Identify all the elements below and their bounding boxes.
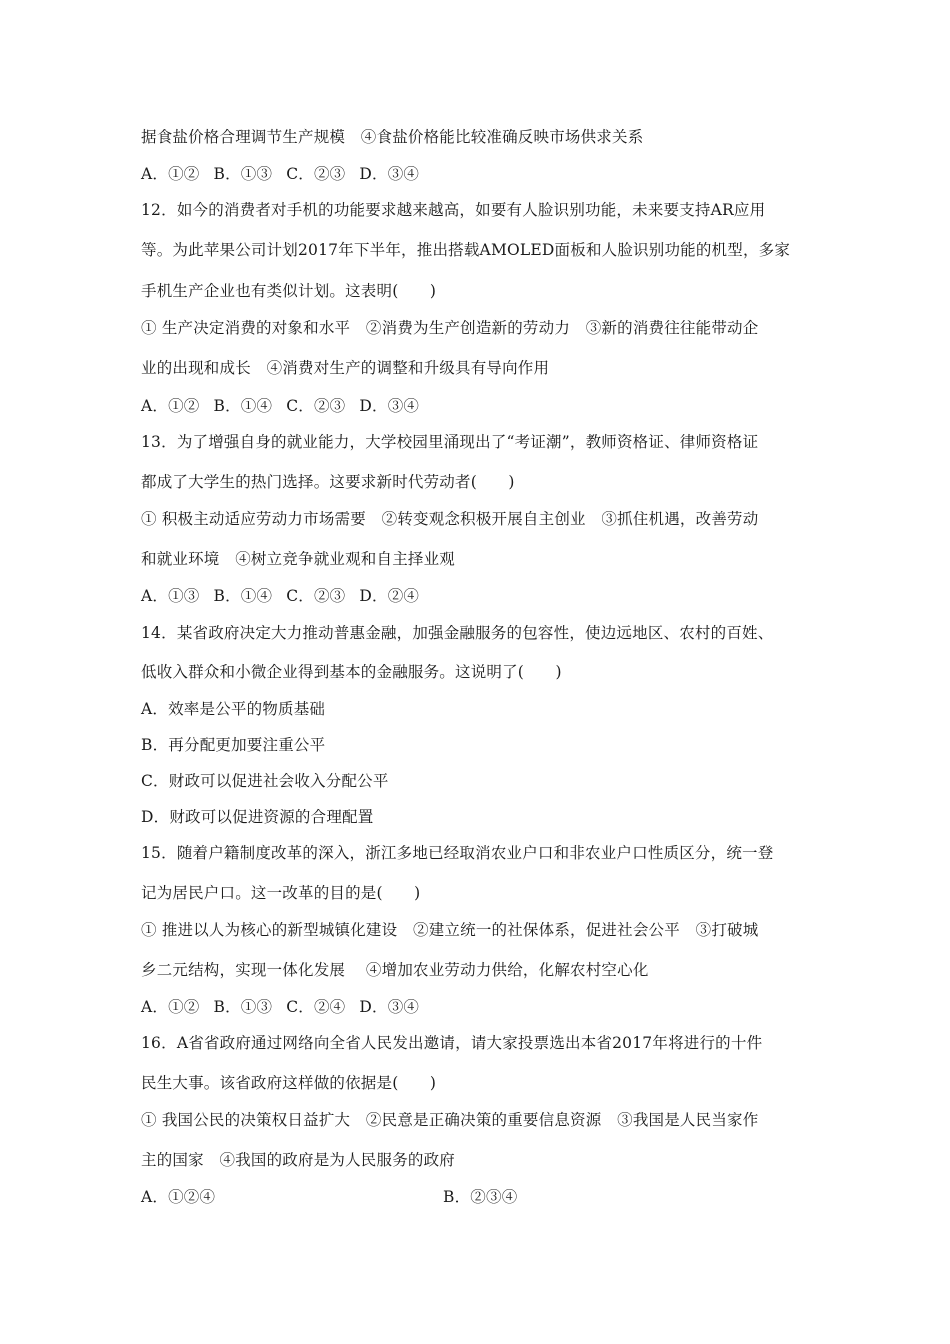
q13-option-a: A．①③ (141, 587, 200, 605)
q16-choice-line-1: ① 我国公民的决策权日益扩大 ②民意是正确决策的重要信息资源 ③我国是人民当家作 (141, 1111, 759, 1129)
q15-option-c: C．②④ (286, 998, 346, 1016)
q16-option-b: B．②③④ (443, 1188, 518, 1206)
q15-choice-line-2: 乡二元结构，实现一体化发展 ④增加农业劳动力供给，化解农村空心化 (141, 961, 649, 979)
q11-choice-text: 据食盐价格合理调节生产规模 ④食盐价格能比较准确反映市场供求关系 (141, 128, 644, 146)
q15-option-b: B．①③ (213, 998, 273, 1016)
q11-option-a: A．①② (141, 165, 200, 183)
q13-option-d: D．②④ (359, 587, 420, 605)
q12-option-d: D．③④ (359, 397, 420, 415)
q12-stem-line-2: 等。为此苹果公司计划2017年下半年，推出搭载AMOLED面板和人脸识别功能的机型，多家 (141, 241, 791, 259)
q13-stem-line-1: 13．为了增强自身的就业能力，大学校园里涌现出了“考证潮”，教师资格证、律师资格证 (141, 433, 759, 451)
q13-answer-options (141, 586, 821, 606)
q12-option-b: B．①④ (213, 397, 273, 415)
q12-choice-line-1: ① 生产决定消费的对象和水平 ②消费为生产创造新的劳动力 ③新的消费往往能带动企 (141, 319, 759, 337)
q15-stem-line-1: 15．随着户籍制度改革的深入，浙江多地已经取消农业户口和非农业户口性质区分，统一登 (141, 844, 774, 862)
q14-stem-line-1: 14．某省政府决定大力推动普惠金融，加强金融服务的包容性，使边远地区、农村的百姓、 (141, 624, 774, 642)
q16-answer-options (141, 1187, 821, 1207)
q14-stem-line-2: 低收入群众和小微企业得到基本的金融服务。这说明了( ) (141, 663, 562, 681)
q15-choice-line-1: ① 推进以人为核心的新型城镇化建设 ②建立统一的社保体系，促进社会公平 ③打破城 (141, 921, 759, 939)
q12-stem-line-3: 手机生产企业也有类似计划。这表明( ) (141, 282, 437, 300)
q14-option-c: C．财政可以促进社会收入分配公平 (141, 772, 389, 790)
q12-option-c: C．②③ (286, 397, 346, 415)
q15-option-d: D．③④ (359, 998, 420, 1016)
q11-answer-options (141, 164, 821, 184)
q16-stem-line-1: 16．A省省政府通过网络向全省人民发出邀请，请大家投票选出本省2017年将进行的十件 (141, 1034, 763, 1052)
q14-option-a: A．效率是公平的物质基础 (141, 700, 326, 718)
q11-option-d: D．③④ (359, 165, 420, 183)
q11-option-c: C．②③ (286, 165, 346, 183)
q16-stem-line-2: 民生大事。该省政府这样做的依据是( ) (141, 1074, 437, 1092)
q14-option-d: D．财政可以促进资源的合理配置 (141, 808, 374, 826)
q13-choice-line-2: 和就业环境 ④树立竞争就业观和自主择业观 (141, 550, 456, 568)
q16-choice-line-2: 主的国家 ④我国的政府是为人民服务的政府 (141, 1151, 456, 1169)
q13-option-b: B．①④ (213, 587, 273, 605)
q15-stem-line-2: 记为居民户口。这一改革的目的是( ) (141, 884, 421, 902)
q12-stem-line-1: 12．如今的消费者对手机的功能要求越来越高，如要有人脸识别功能，未来要支持AR应用 (141, 201, 766, 219)
q12-choice-line-2: 业的出现和成长 ④消费对生产的调整和升级具有导向作用 (141, 359, 550, 377)
q12-option-a: A．①② (141, 397, 200, 415)
q15-option-a: A．①② (141, 998, 200, 1016)
q13-option-c: C．②③ (286, 587, 346, 605)
q14-option-b: B．再分配更加要注重公平 (141, 736, 326, 754)
q16-option-a: A．①②④ (141, 1188, 216, 1206)
q11-option-b: B．①③ (213, 165, 273, 183)
q15-answer-options (141, 997, 821, 1017)
q12-answer-options (141, 396, 821, 416)
q13-choice-line-1: ① 积极主动适应劳动力市场需要 ②转变观念积极开展自主创业 ③抓住机遇，改善劳动 (141, 510, 759, 528)
q13-stem-line-2: 都成了大学生的热门选择。这要求新时代劳动者( ) (141, 473, 515, 491)
